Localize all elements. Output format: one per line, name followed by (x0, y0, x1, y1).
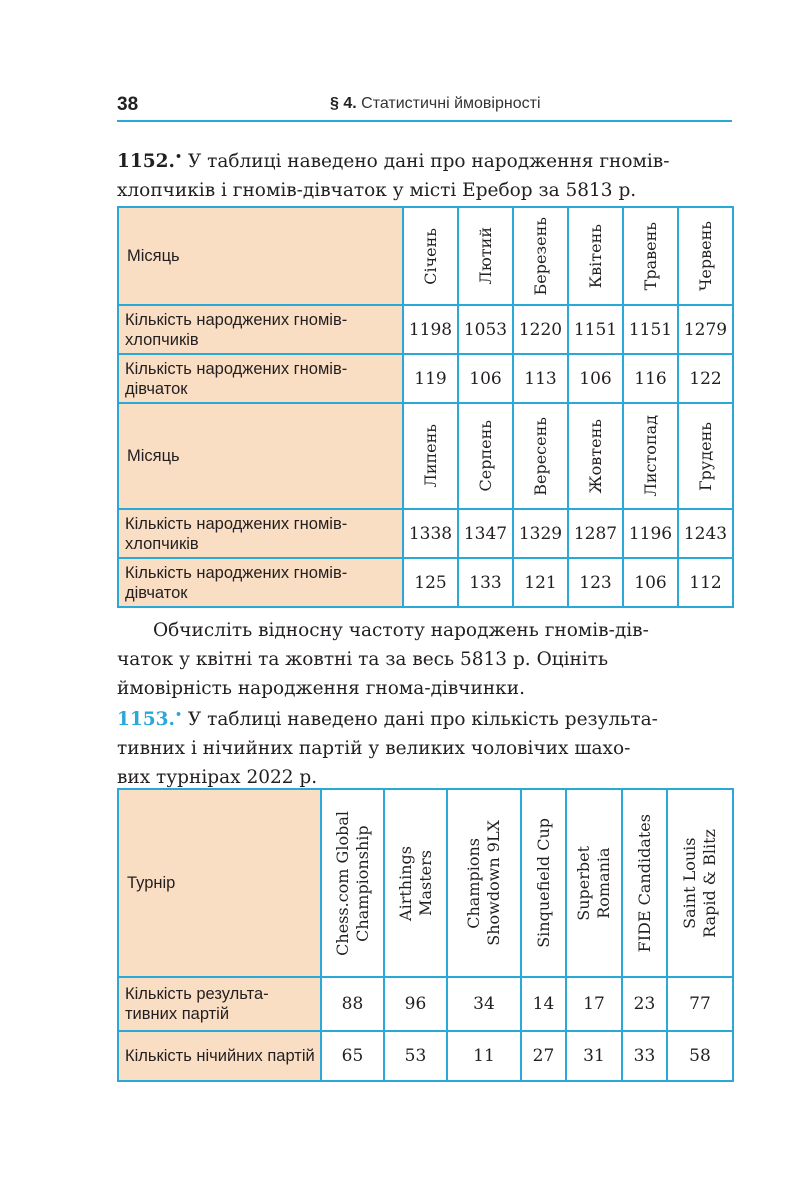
month-cell: Жовтень (568, 403, 623, 509)
task-1152-number: 1152.• (117, 150, 182, 173)
boys-label: Кількість народжених гномів-хлопчиків (118, 305, 403, 354)
task-1152-line-1: 1152.• У таблиці наведено дані про народження гномів- (117, 150, 670, 173)
month-cell: Серпень (458, 403, 513, 509)
value-cell: 113 (513, 354, 568, 403)
value-cell: 106 (458, 354, 513, 403)
month-cell: Травень (623, 207, 678, 305)
task-1152-question (117, 616, 732, 703)
task-1153-intro (117, 700, 732, 792)
question-line-1: Обчисліть відносну частоту народжень гномів-дів- (153, 620, 649, 641)
section-title-text: Статистичні ймовірності (356, 95, 541, 112)
value-cell: 112 (678, 558, 733, 607)
value-cell: 1151 (568, 305, 623, 354)
value-cell: 125 (403, 558, 458, 607)
task-1153-line-1: 1153.• У таблиці наведено дані про кількість результа- (117, 708, 658, 731)
value-cell: 1196 (623, 509, 678, 558)
month-cell: Грудень (678, 403, 733, 509)
value-cell: 34 (447, 977, 521, 1031)
value-cell: 119 (403, 354, 458, 403)
value-cell: 116 (623, 354, 678, 403)
month-cell: Листопад (623, 403, 678, 509)
section-prefix: § 4. (330, 95, 357, 112)
value-cell: 106 (568, 354, 623, 403)
tournament-name: FIDE Candidates (634, 813, 654, 953)
tournament-name: Superbet Romania (574, 845, 613, 921)
boys-label: Кількість народжених гномів-хлопчиків (118, 509, 403, 558)
tournament-name: Saint Louis Rapid & Blitz (680, 828, 719, 938)
tournament-cell (384, 789, 447, 977)
value-cell: 17 (566, 977, 622, 1031)
girls-row-b (118, 558, 733, 607)
value-cell: 33 (622, 1031, 667, 1081)
header-rule (117, 120, 732, 122)
value-cell: 65 (321, 1031, 384, 1081)
value-cell: 133 (458, 558, 513, 607)
value-cell: 23 (622, 977, 667, 1031)
tournament-cell (566, 789, 622, 977)
value-cell: 1329 (513, 509, 568, 558)
value-cell: 53 (384, 1031, 447, 1081)
value-cell: 31 (566, 1031, 622, 1081)
value-cell: 96 (384, 977, 447, 1031)
months-row-a (118, 207, 733, 305)
month-label: Місяць (118, 403, 403, 509)
month-label: Місяць (118, 207, 403, 305)
task-1152-line-2: хлопчиків і гномів-дівчаток у місті Еребор за 5813 р. (117, 180, 637, 202)
value-cell: 1243 (678, 509, 733, 558)
girls-row-a (118, 354, 733, 403)
value-cell: 14 (521, 977, 566, 1031)
births-table (117, 206, 734, 608)
tournament-name: Chess.com Global Championship (332, 810, 372, 956)
chess-table (117, 788, 734, 1082)
tournament-name: Champions Showdown 9LX (464, 820, 503, 946)
value-cell: 27 (521, 1031, 566, 1081)
tournament-cell (447, 789, 521, 977)
task-1153-number: 1153.• (117, 708, 182, 731)
value-cell: 1347 (458, 509, 513, 558)
girls-label: Кількість народжених гномів-дівчаток (118, 354, 403, 403)
value-cell: 1338 (403, 509, 458, 558)
task-1153-line-3: вих турнірах 2022 р. (117, 767, 318, 789)
boys-row-b (118, 509, 733, 558)
tournament-name: Sinquefield Cup (533, 818, 553, 948)
draws-row (118, 1031, 733, 1081)
month-cell: Липень (403, 403, 458, 509)
month-cell: Лютий (458, 207, 513, 305)
value-cell: 88 (321, 977, 384, 1031)
value-cell: 106 (623, 558, 678, 607)
month-cell: Січень (403, 207, 458, 305)
months-row-b (118, 403, 733, 509)
value-cell: 11 (447, 1031, 521, 1081)
section-title (330, 95, 541, 113)
value-cell: 77 (667, 977, 733, 1031)
tournament-cell (321, 789, 384, 977)
value-cell: 1053 (458, 305, 513, 354)
task-1152-intro (117, 142, 732, 205)
decisive-row (118, 977, 733, 1031)
value-cell: 1279 (678, 305, 733, 354)
month-cell: Червень (678, 207, 733, 305)
page-header (117, 92, 732, 122)
page-number: 38 (117, 94, 139, 115)
tournament-label: Турнір (118, 789, 321, 977)
month-cell: Березень (513, 207, 568, 305)
tournament-row (118, 789, 733, 977)
draws-label: Кількість нічийних партій (118, 1031, 321, 1081)
month-cell: Вересень (513, 403, 568, 509)
value-cell: 1151 (623, 305, 678, 354)
value-cell: 1198 (403, 305, 458, 354)
girls-label: Кількість народжених гномів-дівчаток (118, 558, 403, 607)
tournament-cell (622, 789, 667, 977)
tournament-name: Airthings Masters (395, 845, 435, 921)
value-cell: 58 (667, 1031, 733, 1081)
task-1153-line-2: тивних і нічийних партій у великих чоловічих шахо- (117, 738, 631, 760)
question-line-2: чаток у квітні та жовтні та за весь 5813 р. Оцініть (117, 649, 609, 670)
value-cell: 1287 (568, 509, 623, 558)
decisive-label: Кількість результа-тивних партій (118, 977, 321, 1031)
month-cell: Квітень (568, 207, 623, 305)
value-cell: 1220 (513, 305, 568, 354)
boys-row-a (118, 305, 733, 354)
value-cell: 122 (678, 354, 733, 403)
tournament-cell (521, 789, 566, 977)
value-cell: 123 (568, 558, 623, 607)
value-cell: 121 (513, 558, 568, 607)
question-line-3: ймовірність народження гнома-дівчинки. (117, 678, 525, 699)
tournament-cell (667, 789, 733, 977)
